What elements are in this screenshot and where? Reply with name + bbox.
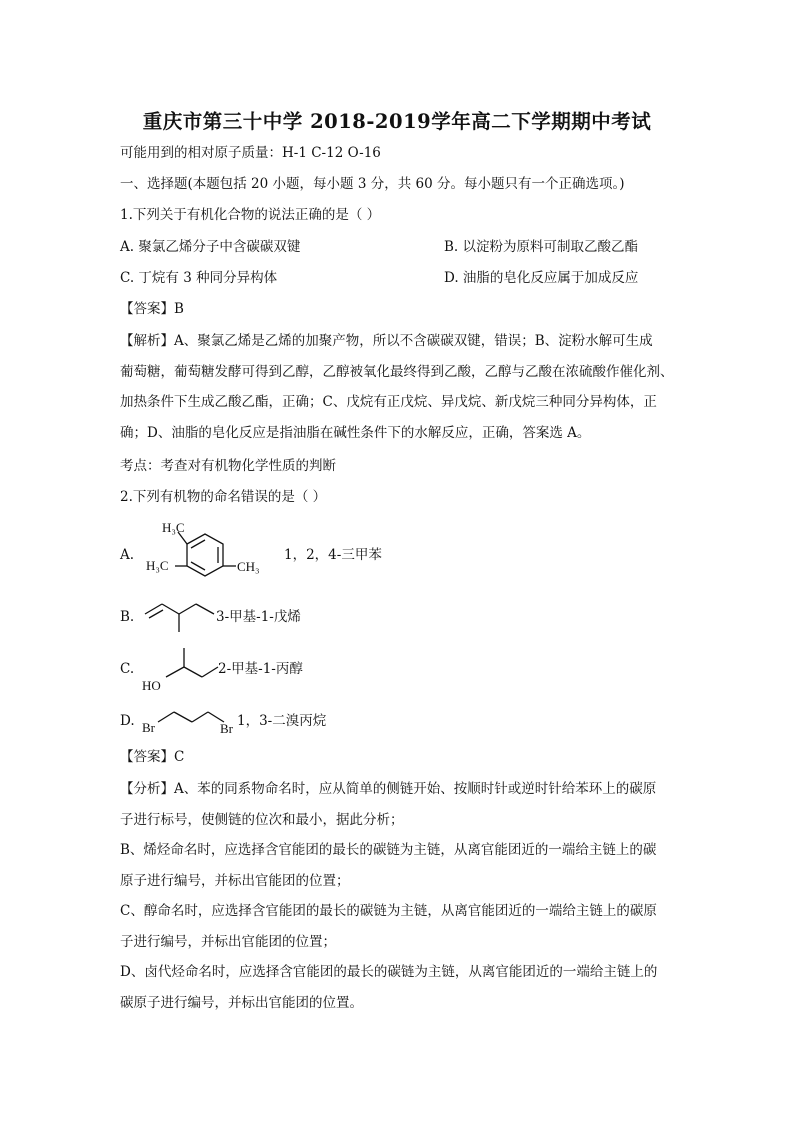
- q2-analysis-line: B、烯烃命名时，应选择含官能团的最长的碳链为主链，从离官能团近的一端给主链上的碳: [120, 842, 657, 858]
- q2-option-d-name: 1，3-二溴丙烷: [237, 713, 327, 729]
- q2-analysis-line: D、卤代烃命名时，应选择含官能团的最长的碳链为主链，从离官能团近的一端给主链上的: [120, 964, 658, 980]
- structure-methylpentene: [142, 594, 222, 634]
- q2-analysis-line: 碳原子进行编号，并标出官能团的位置。: [120, 994, 363, 1011]
- q2-analysis-line: 子进行编号，并标出官能团的位置；: [120, 933, 336, 950]
- q2-analysis: [120, 774, 676, 1018]
- structure-methylpropanol: [140, 640, 220, 694]
- q1-analysis-line: 【解析】A、聚氯乙烯是乙烯的加聚产物，所以不含碳碳双键，错误；B、淀粉水解可生成: [120, 333, 653, 349]
- label-h3c-top: H₃C: [162, 520, 185, 535]
- label-br-right: Br: [220, 721, 233, 736]
- q2-option-d-letter: D.: [120, 713, 135, 729]
- q2-stem: 2.下列有机物的命名错误的是（ ）: [120, 489, 327, 505]
- q1-kaodian: 考点：考查对有机物化学性质的判断: [120, 458, 336, 474]
- q1-answer: 【答案】B: [120, 301, 184, 317]
- q2-option-b-letter: B.: [120, 609, 135, 625]
- q1-option-c: C. 丁烷有 3 种同分异构体: [120, 270, 278, 286]
- q2-answer: 【答案】C: [120, 749, 185, 765]
- label-h3c-left: H₃C: [146, 558, 169, 573]
- q1-analysis-line: 葡萄糖，葡萄糖发酵可得到乙醇，乙醇被氧化最终得到乙酸，乙醇与乙酸在浓硫酸作催化剂、: [120, 363, 674, 380]
- q1-analysis-line: 确；D、油脂的皂化反应是指油脂在碱性条件下的水解反应，正确，答案选 A。: [120, 424, 591, 441]
- q2-analysis-line: 子进行标号，使侧链的位次和最小，据此分析；: [120, 811, 404, 828]
- label-ch3-right: CH₃: [237, 559, 260, 574]
- q1-option-a: A. 聚氯乙烯分子中含碳碳双键: [120, 239, 301, 255]
- q1-option-b: B. 以淀粉为原料可制取乙酸乙酯: [444, 239, 639, 255]
- q2-analysis-line: 原子进行编号，并标出官能团的位置；: [120, 872, 350, 889]
- q2-analysis-line: C、醇命名时，应选择含官能团的最长的碳链为主链，从离官能团近的一端给主链上的碳原: [120, 903, 657, 919]
- q2-option-a-letter: A.: [120, 547, 135, 563]
- q2-option-c-name: 2-甲基-1-丙醇: [218, 661, 303, 677]
- structure-dibromopropane: [140, 702, 240, 738]
- atomic-mass-line: 可能用到的相对原子质量：H-1 C-12 O-16: [120, 145, 381, 161]
- page-title: 重庆市第三十中学 2018-2019学年高二下学期期中考试: [142, 110, 652, 133]
- q1-analysis-line: 加热条件下生成乙酸乙酯，正确；C、戊烷有正戊烷、异戊烷、新戊烷三种同分异构体，正: [120, 394, 657, 410]
- q2-option-c-letter: C.: [120, 661, 135, 677]
- label-ho: HO: [142, 678, 161, 693]
- q1-analysis: [120, 326, 676, 448]
- structure-trimethylbenzene: [140, 522, 280, 588]
- q1-stem: 1.下列关于有机化合物的说法正确的是（ ）: [120, 207, 381, 223]
- q2-option-b-name: 3-甲基-1-戊烯: [216, 609, 301, 625]
- q2-option-a-name: 1，2，4-三甲苯: [284, 547, 382, 563]
- q2-analysis-line: 【分析】A、苯的同系物命名时，应从简单的侧链开始、按顺时针或逆时针给苯环上的碳原: [120, 781, 657, 797]
- section-heading: 一、选择题(本题包括 20 小题，每小题 3 分，共 60 分。每小题只有一个正确选项。): [120, 176, 625, 192]
- label-br-left: Br: [142, 720, 155, 735]
- q1-option-d: D. 油脂的皂化反应属于加成反应: [444, 270, 639, 286]
